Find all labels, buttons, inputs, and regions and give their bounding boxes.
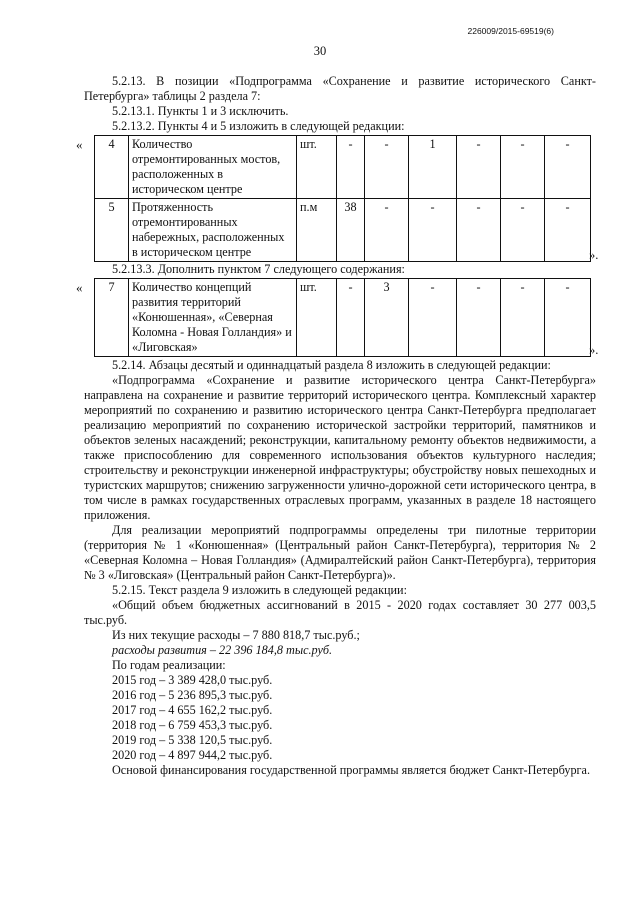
value-cell: 1: [409, 136, 457, 199]
quote-open-mark: «: [76, 137, 83, 152]
document-number: 226009/2015-69519(6): [467, 26, 554, 36]
paragraph-current-expenses: Из них текущие расходы – 7 880 818,7 тыс.руб.;: [112, 628, 360, 642]
value-cell: -: [501, 279, 545, 357]
table-1-wrapper: [76, 135, 599, 262]
value-cell: -: [337, 136, 365, 199]
value-cell: 3: [365, 279, 409, 357]
paragraph-5-2-13-2: 5.2.13.2. Пункты 4 и 5 изложить в следующей редакции:: [112, 119, 405, 133]
table-2: [94, 278, 591, 357]
year-line-2017: 2017 год – 4 655 162,2 тыс.руб.: [112, 703, 273, 717]
table-row: [95, 279, 591, 357]
value-cell: -: [365, 136, 409, 199]
value-cell: -: [409, 199, 457, 262]
paragraph-funding-source: Основой финансирования государственной программы является бюджет Санкт-Петербурга.: [112, 763, 591, 777]
table-2-wrapper: [76, 278, 599, 357]
paragraph-5-2-13-3: 5.2.13.3. Дополнить пунктом 7 следующего содержания:: [112, 262, 405, 276]
year-line-2018: 2018 год – 6 759 453,3 тыс.руб.: [112, 718, 273, 732]
quote-open-mark: «: [76, 280, 83, 295]
unit-cell: п.м: [297, 199, 337, 262]
paragraph-5-2-13: 5.2.13. В позиции «Подпрограмма «Сохранение и развитие исторического Санкт-Петербурга» таблицы 2 раздела 7:: [84, 74, 596, 103]
value-cell: -: [545, 136, 591, 199]
table-row: [95, 199, 591, 262]
paragraph-development-expenses: расходы развития – 22 396 184,8 тыс.руб.: [112, 643, 333, 657]
value-cell: 38: [337, 199, 365, 262]
value-cell: -: [501, 136, 545, 199]
row-number-cell: 7: [95, 279, 129, 357]
value-cell: -: [337, 279, 365, 357]
paragraph-program-description: «Подпрограмма «Сохранение и развитие исторического центра Санкт-Петербурга» направлена на сохранение и развитие территорий исторического центра. Комплексный характер мероприятий по сохранению и развитию исторического центра Санкт-Петербурга предполагает реализацию мероприятий по сохранению исторической застройки территорий, памятников и объектов зеленых насаждений; реконструкции, капитальному ремонту объектов недвижимости, а также приспособлению для современного использования объектов культурного наследия; строительству и реконструкции инженерной инфраструктуры; обустройству новых пешеходных и туристских маршрутов; снижению загруженности улично-дорожной сети исторического центра, в том числе в рамках государственных отраслевых программ, указанных в разделе 18 настоящего приложения.: [84, 373, 596, 522]
value-cell: -: [457, 279, 501, 357]
value-cell: -: [545, 279, 591, 357]
paragraph-pilot-territories: Для реализации мероприятий подпрограммы определены три пилотные территории (территория № 1 «Конюшенная» (Центральный район Санкт-Петербурга), территория № 2 «Северная Коломна – Новая Голландия» (Адмиралтейский район Санкт-Петербурга), территория № 3 «Лиговская» (Центральный район Санкт-Петербурга)».: [84, 523, 596, 582]
year-line-2016: 2016 год – 5 236 895,3 тыс.руб.: [112, 688, 273, 702]
paragraph-total-budget: «Общий объем бюджетных ассигнований в 2015 - 2020 годах составляет 30 277 003,5 тыс.руб.: [84, 598, 596, 627]
paragraph-5-2-13-1: 5.2.13.1. Пункты 1 и 3 исключить.: [112, 104, 289, 118]
year-line-2019: 2019 год – 5 338 120,5 тыс.руб.: [112, 733, 273, 747]
value-cell: -: [545, 199, 591, 262]
year-line-2020: 2020 год – 4 897 944,2 тыс.руб.: [112, 748, 273, 762]
document-body: [76, 74, 599, 778]
indicator-name-cell: Количество концепций развития территорий «Конюшенная», «Северная Коломна - Новая Голландия» и «Лиговская»: [129, 279, 297, 357]
indicator-name-cell: Протяженность отремонтированных набережных, расположенных в историческом центре: [129, 199, 297, 262]
table-row: [95, 136, 591, 199]
paragraph-5-2-15: 5.2.15. Текст раздела 9 изложить в следующей редакции:: [112, 583, 407, 597]
quote-close-mark: ».: [589, 248, 599, 262]
value-cell: -: [457, 199, 501, 262]
paragraph-by-years: По годам реализации:: [112, 658, 226, 672]
value-cell: -: [365, 199, 409, 262]
year-line-2015: 2015 год – 3 389 428,0 тыс.руб.: [112, 673, 273, 687]
unit-cell: шт.: [297, 136, 337, 199]
value-cell: -: [501, 199, 545, 262]
value-cell: -: [409, 279, 457, 357]
quote-close-mark: ».: [589, 343, 599, 357]
row-number-cell: 5: [95, 199, 129, 262]
unit-cell: шт.: [297, 279, 337, 357]
table-1: [94, 135, 591, 262]
value-cell: -: [457, 136, 501, 199]
paragraph-5-2-14: 5.2.14. Абзацы десятый и одиннадцатый раздела 8 изложить в следующей редакции:: [112, 358, 551, 372]
page-number: 30: [313, 44, 327, 58]
row-number-cell: 4: [95, 136, 129, 199]
indicator-name-cell: Количество отремонтированных мостов, расположенных в историческом центре: [129, 136, 297, 199]
